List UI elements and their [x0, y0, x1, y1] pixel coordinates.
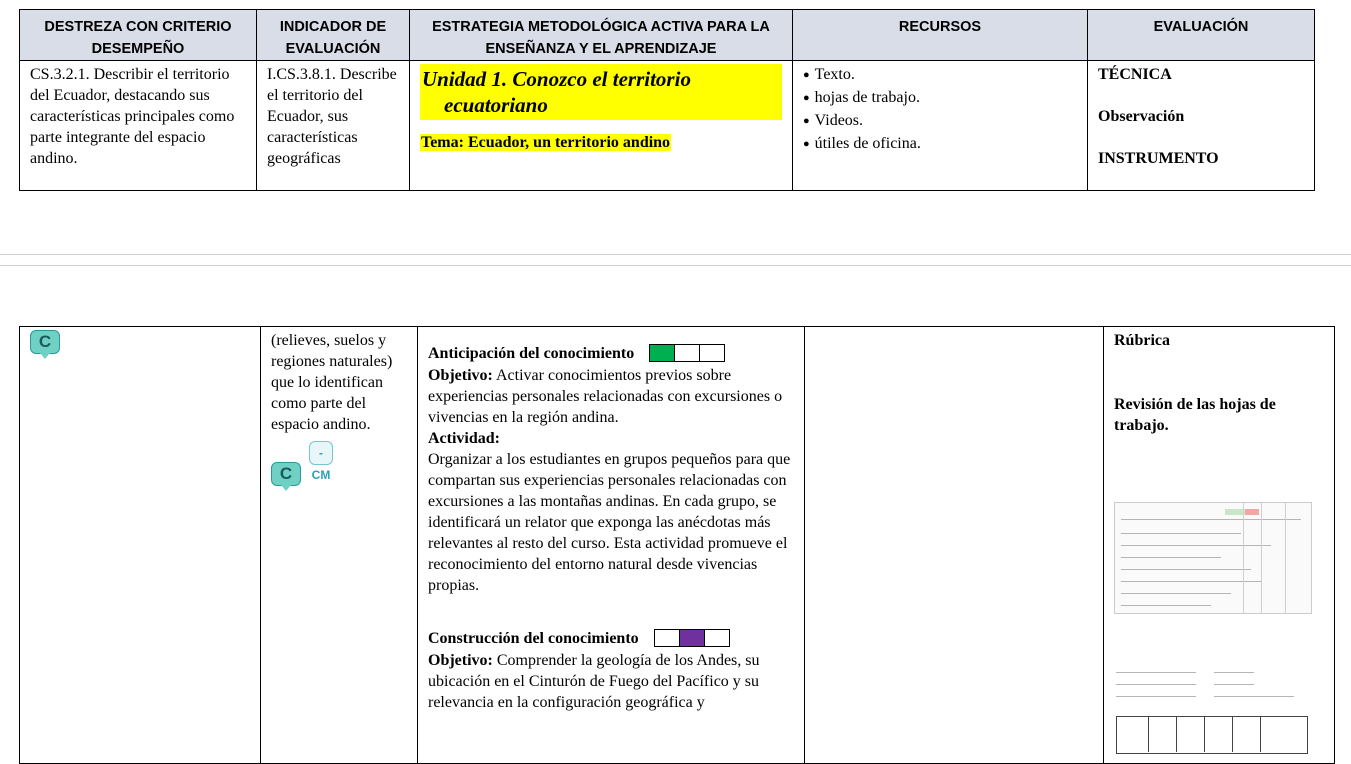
- actividad-text: Organizar a los estudiantes en grupos pequeños para que compartan sus experiencias personales relacionadas con excursiones a las montañas andinas. En cada grupo, se identificará un relator que exponga las anécdotas más relevantes al resto del curso. Esta actividad promueve el reconocimiento del entorno natural desde vivencias propias.: [428, 450, 791, 594]
- unidad-title: Unidad 1. Conozco el territorio ecuatoriano: [420, 64, 782, 120]
- progress-construccion: [655, 627, 730, 648]
- page-separator: [0, 254, 1351, 255]
- cell-indicador: I.CS.3.8.1. Describe el territorio del Ecuador, sus características geográficas: [257, 61, 410, 191]
- header-destreza: DESTREZA CON CRITERIO DESEMPEÑO: [20, 10, 257, 61]
- planning-table-continued: [19, 326, 1335, 764]
- header-recursos: RECURSOS: [793, 10, 1088, 61]
- header-indicador: INDICADOR DE EVALUACIÓN: [257, 10, 410, 61]
- progress-segment: [699, 344, 725, 362]
- cell-recursos: [793, 61, 1088, 191]
- header-estrategia: ESTRATEGIA METODOLÓGICA ACTIVA PARA LA ENSEÑANZA Y EL APRENDIZAJE: [410, 10, 793, 61]
- worksheet-thumbnail: [1114, 502, 1312, 614]
- recurso-item: ● útiles de oficina.: [803, 133, 1077, 156]
- progress-segment: [649, 344, 675, 362]
- cell-destreza: CS.3.2.1. Describir el territorio del Ecuador, destacando sus características principales como parte integrante del espacio andino.: [20, 61, 257, 191]
- eval-tecnica: TÉCNICA: [1098, 66, 1172, 83]
- anticipacion-objetivo: Objetivo: Activar conocimientos previos sobre experiencias personales relacionadas con excursiones o vivencias en la región andina.: [428, 366, 783, 426]
- comment-c-icon[interactable]: C: [271, 462, 301, 486]
- eval-observacion: Observación: [1098, 108, 1185, 125]
- eval-rubrica: Rúbrica: [1114, 332, 1170, 349]
- header-evaluacion: EVALUACIÓN: [1088, 10, 1315, 61]
- progress-segment: [674, 344, 700, 362]
- recurso-item: ● Videos.: [803, 110, 1077, 133]
- recurso-item: ● Texto.: [803, 64, 1077, 87]
- cell-recursos-cont: [805, 327, 1104, 764]
- progress-segment: [654, 629, 680, 647]
- construccion-objetivo: Objetivo: Comprender la geología de los Andes, su ubicación en el Cinturón de Fuego del Pacífico y su relevancia en la configuración geográfica y: [428, 651, 760, 711]
- construccion-title: Construcción del conocimiento: [428, 629, 639, 647]
- cell-indicador-cont: (relieves, suelos y regiones naturales) que lo identifican como parte del espacio andino. C-CM: [261, 327, 418, 764]
- cell-evaluacion: [1088, 61, 1315, 191]
- planning-table-top: [19, 9, 1315, 191]
- eval-instrumento: INSTRUMENTO: [1098, 150, 1219, 167]
- rubric-thumbnail: [1114, 664, 1310, 754]
- actividad-label: Actividad:: [428, 429, 500, 447]
- anticipacion-title: Anticipación del conocimiento: [428, 345, 635, 362]
- progress-segment: [679, 629, 705, 647]
- recurso-item: ● hojas de trabajo.: [803, 87, 1077, 110]
- tema-label: Tema: Ecuador, un territorio andino: [421, 134, 671, 151]
- progress-segment: [704, 629, 730, 647]
- cell-estrategia: [410, 61, 793, 191]
- progress-anticipacion: [650, 342, 725, 363]
- cell-estrategia-cont: [418, 327, 805, 764]
- comment-cm-icon[interactable]: -CM: [309, 441, 333, 465]
- comment-c-icon[interactable]: C: [30, 330, 60, 354]
- cell-destreza-cont: [20, 327, 261, 764]
- page-separator: [0, 265, 1351, 266]
- cell-evaluacion-cont: [1104, 327, 1335, 764]
- eval-revision: Revisión de las hojas de trabajo.: [1114, 396, 1276, 434]
